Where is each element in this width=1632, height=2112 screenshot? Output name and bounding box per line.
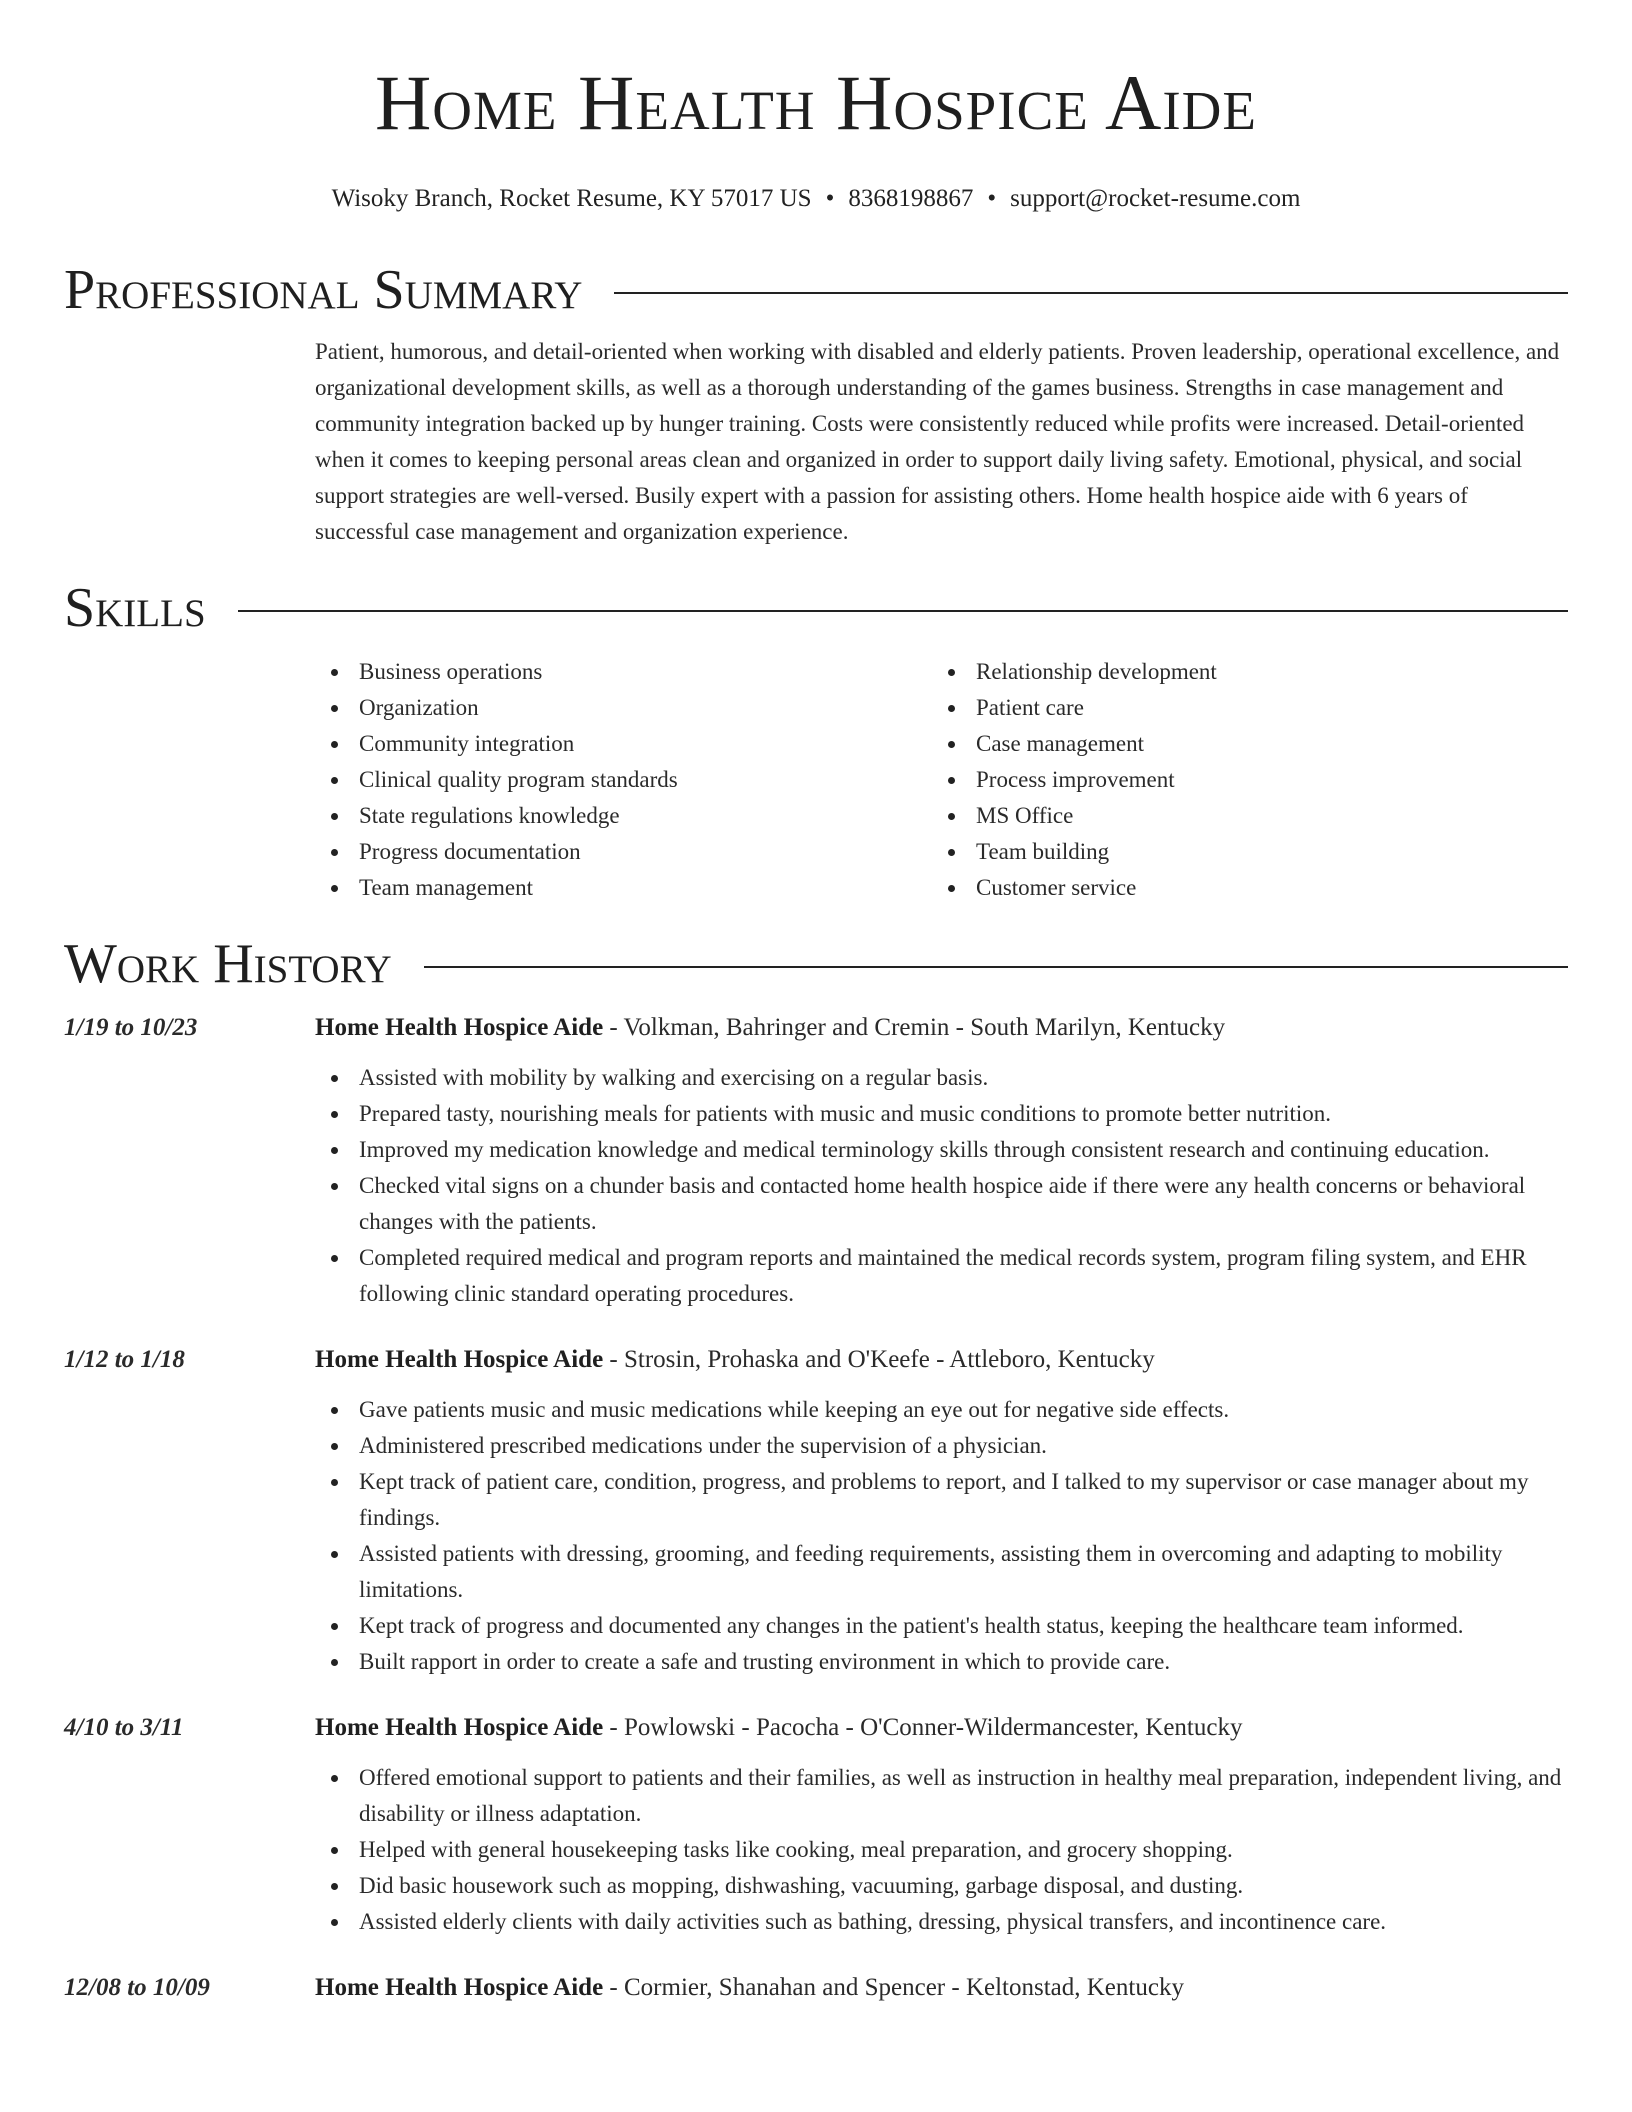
work-history-heading: Work History <box>64 933 392 995</box>
duty-item: Helped with general housekeeping tasks like cooking, meal preparation, and grocery shopping. <box>315 1832 1568 1868</box>
job-heading-text <box>315 1970 1184 2006</box>
skill-item: Patient care <box>932 690 1549 726</box>
skill-item: State regulations knowledge <box>315 798 932 834</box>
duty-item: Kept track of patient care, condition, progress, and problems to report, and I talked to my supervisor or case manager about my findings. <box>315 1464 1568 1536</box>
contact-phone: 8368198867 <box>848 185 974 212</box>
skill-item: Customer service <box>932 870 1549 906</box>
skills-list <box>315 654 1568 906</box>
contact-separator: • <box>987 185 997 212</box>
job-heading-text <box>315 1710 1242 1746</box>
job-entry <box>64 1342 1568 1680</box>
job-title: Home Health Hospice Aide <box>315 1014 604 1041</box>
job-dates: 4/10 to 3/11 <box>64 1714 184 1741</box>
job-duties <box>315 1060 1568 1312</box>
skills-section-header <box>64 576 1568 640</box>
contact-line <box>64 184 1568 214</box>
job-employer: - Cormier, Shanahan and Spencer - Keltonstad, Kentucky <box>603 1974 1184 2001</box>
duty-item: Checked vital signs on a chunder basis and contacted home health hospice aide if there were any health concerns or behavioral changes with the patients. <box>315 1168 1568 1240</box>
summary-text: Patient, humorous, and detail-oriented when working with disabled and elderly patients. Proven leadership, operational excellence, and organizational development skills, as well as a thorough understanding of the games business. Strengths in case management and community integration backed up by hunger training. Costs were consistently reduced while profits were increased. Detail-oriented when it comes to keeping personal areas clean and organized in order to support daily living safety. Emotional, physical, and social support strategies are well-versed. Busily expert with a passion for assisting others. Home health hospice aide with 6 years of successful case management and organization experience. <box>315 339 1560 544</box>
duty-item: Kept track of progress and documented any changes in the patient's health status, keeping the healthcare team informed. <box>315 1608 1568 1644</box>
job-dates: 1/12 to 1/18 <box>64 1346 185 1373</box>
job-employer: - Strosin, Prohaska and O'Keefe - Attleboro, Kentucky <box>603 1346 1155 1373</box>
job-entry <box>64 1970 1568 2006</box>
duty-item: Assisted elderly clients with daily activities such as bathing, dressing, physical transfers, and incontinence care. <box>315 1904 1568 1940</box>
duty-item: Assisted with mobility by walking and exercising on a regular basis. <box>315 1060 1568 1096</box>
summary-heading: Professional Summary <box>64 259 583 321</box>
duty-item: Offered emotional support to patients and their families, as well as instruction in healthy meal preparation, independent living, and disability or illness adaptation. <box>315 1760 1568 1832</box>
skills-column-left <box>315 654 932 906</box>
skill-item: Relationship development <box>932 654 1549 690</box>
duty-item: Improved my medication knowledge and medical terminology skills through consistent research and continuing education. <box>315 1132 1568 1168</box>
duty-item: Assisted patients with dressing, grooming, and feeding requirements, assisting them in overcoming and adapting to mobility limitations. <box>315 1536 1568 1608</box>
contact-separator: • <box>825 185 835 212</box>
section-divider <box>614 292 1568 294</box>
job-title: Home Health Hospice Aide <box>315 1346 604 1373</box>
job-header <box>64 1342 1568 1378</box>
job-duties <box>315 1392 1568 1680</box>
contact-email: support@rocket-resume.com <box>1010 185 1301 212</box>
summary-section-header <box>64 258 1568 322</box>
duty-item: Completed required medical and program reports and maintained the medical records system, program filing system, and EHR following clinic standard operating procedures. <box>315 1240 1568 1312</box>
job-heading-text <box>315 1010 1225 1046</box>
job-entry <box>64 1010 1568 1312</box>
job-employer: - Powlowski - Pacocha - O'Conner-Wildermancester, Kentucky <box>603 1714 1243 1741</box>
skill-item: Team building <box>932 834 1549 870</box>
job-duties <box>315 1760 1568 1940</box>
contact-address: Wisoky Branch, Rocket Resume, KY 57017 US <box>331 185 812 212</box>
skill-item: Organization <box>315 690 932 726</box>
job-title: Home Health Hospice Aide <box>315 1974 604 2001</box>
section-divider <box>424 966 1568 968</box>
skill-item: Process improvement <box>932 762 1549 798</box>
skill-item: Team management <box>315 870 932 906</box>
job-dates: 12/08 to 10/09 <box>64 1974 210 2001</box>
skill-item: Case management <box>932 726 1549 762</box>
duty-item: Administered prescribed medications under the supervision of a physician. <box>315 1428 1568 1464</box>
job-employer: - Volkman, Bahringer and Cremin - South Marilyn, Kentucky <box>603 1014 1226 1041</box>
job-entry <box>64 1710 1568 1940</box>
skills-column-right <box>932 654 1549 906</box>
skill-item: Community integration <box>315 726 932 762</box>
skill-item: Clinical quality program standards <box>315 762 932 798</box>
duty-item: Built rapport in order to create a safe and trusting environment in which to provide care. <box>315 1644 1568 1680</box>
duty-item: Gave patients music and music medications while keeping an eye out for negative side effects. <box>315 1392 1568 1428</box>
job-title: Home Health Hospice Aide <box>315 1714 604 1741</box>
duty-item: Did basic housework such as mopping, dishwashing, vacuuming, garbage disposal, and dusting. <box>315 1868 1568 1904</box>
job-heading-text <box>315 1342 1155 1378</box>
skill-item: Business operations <box>315 654 932 690</box>
skills-heading: Skills <box>64 577 206 639</box>
job-dates: 1/19 to 10/23 <box>64 1014 198 1041</box>
duty-item: Prepared tasty, nourishing meals for patients with music and music conditions to promote better nutrition. <box>315 1096 1568 1132</box>
skill-item: Progress documentation <box>315 834 932 870</box>
resume-name: Home Health Hospice Aide <box>374 59 1258 146</box>
work-history-section-header <box>64 932 1568 996</box>
skill-item: MS Office <box>932 798 1549 834</box>
job-header <box>64 1010 1568 1046</box>
job-header <box>64 1970 1568 2006</box>
job-header <box>64 1710 1568 1746</box>
section-divider <box>238 610 1568 612</box>
